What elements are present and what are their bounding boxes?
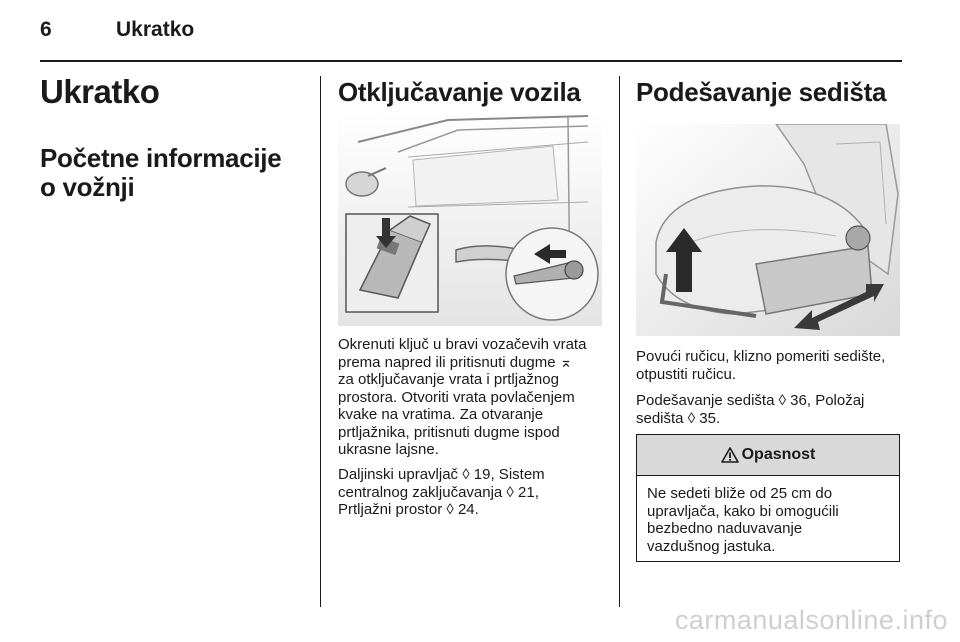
text-line: sedišta ◊ 35. xyxy=(636,409,721,427)
paragraph-seat xyxy=(636,348,910,383)
text-line: upravljača, kako bi omogućili xyxy=(647,502,839,520)
seat-adjustment-illustration xyxy=(636,124,900,336)
column-divider-right xyxy=(619,76,620,607)
text-line: Prtljažni prostor ◊ 24. xyxy=(338,501,479,518)
text-line: bezbedno naduvavanje xyxy=(647,520,803,537)
text-line: otpustiti ručicu. xyxy=(636,365,737,383)
paragraph-references-seat xyxy=(636,392,910,427)
text-line: Povući ručicu, klizno pomeriti sedište, xyxy=(636,348,886,365)
warning-box xyxy=(636,434,900,562)
running-title: Ukratko xyxy=(116,18,195,41)
header-rule xyxy=(40,60,902,62)
chapter-title: Ukratko xyxy=(40,73,160,110)
section-title-line: o vožnji xyxy=(40,172,135,202)
warning-body xyxy=(637,476,899,564)
section-title-line: Početne informacije xyxy=(40,143,282,173)
paragraph-references-unlocking xyxy=(338,466,610,519)
text-line: Okrenuti ključ u bravi vozačevih vrata xyxy=(338,336,587,353)
car-door-unlock-illustration xyxy=(338,112,602,326)
text-line: ukrasne lajsne. xyxy=(338,441,439,458)
warning-title: Opasnost xyxy=(741,446,816,463)
text-line: centralnog zaključavanja ◊ 21, xyxy=(338,483,539,501)
page-number: 6 xyxy=(40,18,52,41)
section-title-start-info xyxy=(40,144,281,202)
warning-triangle-icon xyxy=(721,447,739,463)
text-line: vazdušnog jastuka. xyxy=(647,537,776,555)
text-line: Daljinski upravljač ◊ 19, Sistem xyxy=(338,466,545,483)
section-title-seat-adjustment: Podešavanje sedišta xyxy=(636,77,887,107)
text-line: za otključavanje vrata i prtljažnog xyxy=(338,371,559,388)
text-line: prtljažnika, pritisnuti dugme ispod xyxy=(338,423,560,441)
text-line: kvake na vratima. Za otvaranje xyxy=(338,406,544,423)
paragraph-unlocking xyxy=(338,336,610,459)
text-line: prema napred ili pritisnuti dugme ⌅ xyxy=(338,353,573,371)
section-title-unlocking: Otključavanje vozila xyxy=(338,77,581,107)
text-line: Ne sedeti bliže od 25 cm do xyxy=(647,485,833,502)
text-line: Podešavanje sedišta ◊ 36, Položaj xyxy=(636,392,865,409)
warning-header xyxy=(637,435,899,476)
text-line: prostora. Otvoriti vrata povlačenjem xyxy=(338,388,575,406)
watermark: carmanualsonline.info xyxy=(674,605,948,635)
column-divider-left xyxy=(320,76,321,607)
